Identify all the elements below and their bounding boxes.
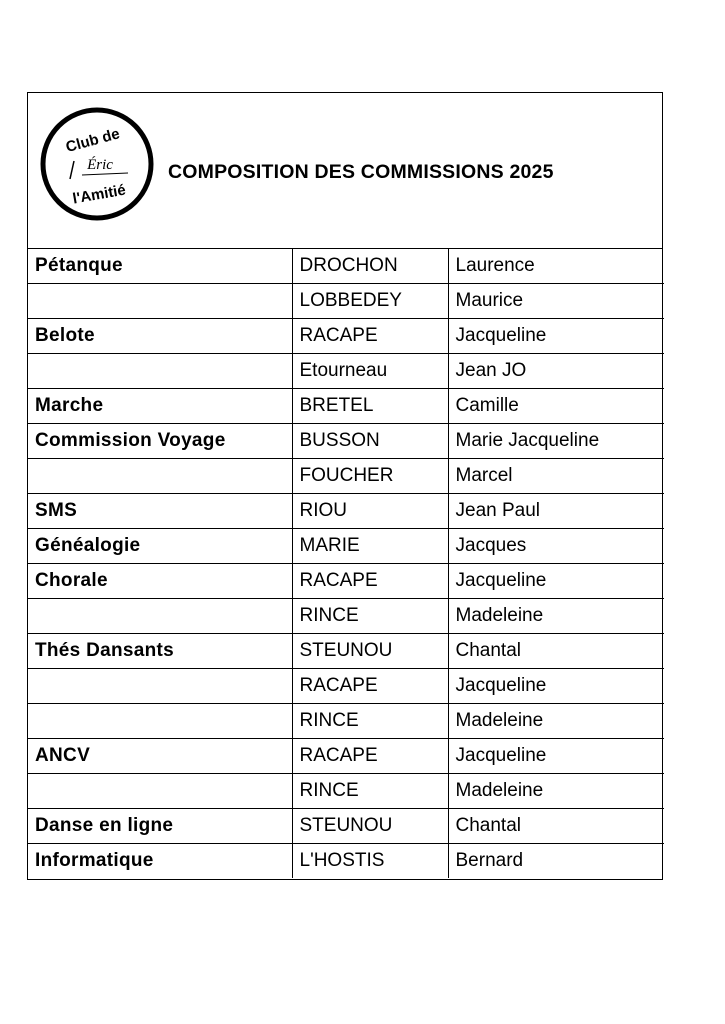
commission-cell: Pétanque xyxy=(28,249,292,284)
first-name-cell: Jacqueline xyxy=(448,319,664,354)
logo-text-bottom: l'Amitié xyxy=(71,181,128,208)
commission-cell xyxy=(28,459,292,494)
commission-cell xyxy=(28,354,292,389)
first-name-cell: Maurice xyxy=(448,284,664,319)
first-name-cell: Madeleine xyxy=(448,599,664,634)
logo-text-middle: Éric xyxy=(87,157,113,173)
table-row xyxy=(28,354,664,389)
table-row xyxy=(28,284,664,319)
first-name-cell: Jacqueline xyxy=(448,739,664,774)
table-row xyxy=(28,739,664,774)
table-row xyxy=(28,389,664,424)
commission-cell: SMS xyxy=(28,494,292,529)
commission-cell xyxy=(28,599,292,634)
first-name-cell: Jean Paul xyxy=(448,494,664,529)
commission-cell xyxy=(28,704,292,739)
table-row xyxy=(28,564,664,599)
commission-cell: Belote xyxy=(28,319,292,354)
last-name-cell: STEUNOU xyxy=(292,809,448,844)
table-row xyxy=(28,529,664,564)
last-name-cell: DROCHON xyxy=(292,249,448,284)
first-name-cell: Bernard xyxy=(448,844,664,879)
last-name-cell: MARIE xyxy=(292,529,448,564)
first-name-cell: Jean JO xyxy=(448,354,664,389)
last-name-cell: BRETEL xyxy=(292,389,448,424)
table-row xyxy=(28,809,664,844)
last-name-cell: RINCE xyxy=(292,704,448,739)
table-row xyxy=(28,494,664,529)
last-name-cell: RACAPE xyxy=(292,319,448,354)
first-name-cell: Madeleine xyxy=(448,774,664,809)
first-name-cell: Laurence xyxy=(448,249,664,284)
first-name-cell: Camille xyxy=(448,389,664,424)
table-row xyxy=(28,599,664,634)
last-name-cell: RACAPE xyxy=(292,739,448,774)
commission-cell: Chorale xyxy=(28,564,292,599)
commission-cell: ANCV xyxy=(28,739,292,774)
first-name-cell: Marie Jacqueline xyxy=(448,424,664,459)
first-name-cell: Jacqueline xyxy=(448,564,664,599)
last-name-cell: RACAPE xyxy=(292,564,448,599)
last-name-cell: RINCE xyxy=(292,774,448,809)
commission-cell: Danse en ligne xyxy=(28,809,292,844)
last-name-cell: LOBBEDEY xyxy=(292,284,448,319)
commission-cell: Thés Dansants xyxy=(28,634,292,669)
first-name-cell: Marcel xyxy=(448,459,664,494)
first-name-cell: Chantal xyxy=(448,634,664,669)
table-row xyxy=(28,669,664,704)
commission-cell: Commission Voyage xyxy=(28,424,292,459)
last-name-cell: RACAPE xyxy=(292,669,448,704)
first-name-cell: Madeleine xyxy=(448,704,664,739)
table-row xyxy=(28,249,664,284)
last-name-cell: RIOU xyxy=(292,494,448,529)
document-sheet xyxy=(27,92,663,880)
table-row xyxy=(28,844,664,879)
commission-cell: Généalogie xyxy=(28,529,292,564)
table-row xyxy=(28,634,664,669)
club-logo xyxy=(38,105,156,223)
last-name-cell: STEUNOU xyxy=(292,634,448,669)
commission-cell xyxy=(28,774,292,809)
commission-cell xyxy=(28,669,292,704)
commission-cell: Informatique xyxy=(28,844,292,879)
logo-text-top: Club de xyxy=(64,125,122,156)
table-row xyxy=(28,424,664,459)
commission-cell: Marche xyxy=(28,389,292,424)
first-name-cell: Jacqueline xyxy=(448,669,664,704)
table-row xyxy=(28,319,664,354)
last-name-cell: L'HOSTIS xyxy=(292,844,448,879)
table-row xyxy=(28,774,664,809)
last-name-cell: FOUCHER xyxy=(292,459,448,494)
table-row xyxy=(28,704,664,739)
last-name-cell: BUSSON xyxy=(292,424,448,459)
commissions-table-body xyxy=(28,249,664,878)
first-name-cell: Chantal xyxy=(448,809,664,844)
document-header xyxy=(28,93,662,249)
commissions-table xyxy=(28,249,664,878)
first-name-cell: Jacques xyxy=(448,529,664,564)
last-name-cell: RINCE xyxy=(292,599,448,634)
last-name-cell: Etourneau xyxy=(292,354,448,389)
page-title: COMPOSITION DES COMMISSIONS 2025 xyxy=(168,161,554,183)
commission-cell xyxy=(28,284,292,319)
table-row xyxy=(28,459,664,494)
